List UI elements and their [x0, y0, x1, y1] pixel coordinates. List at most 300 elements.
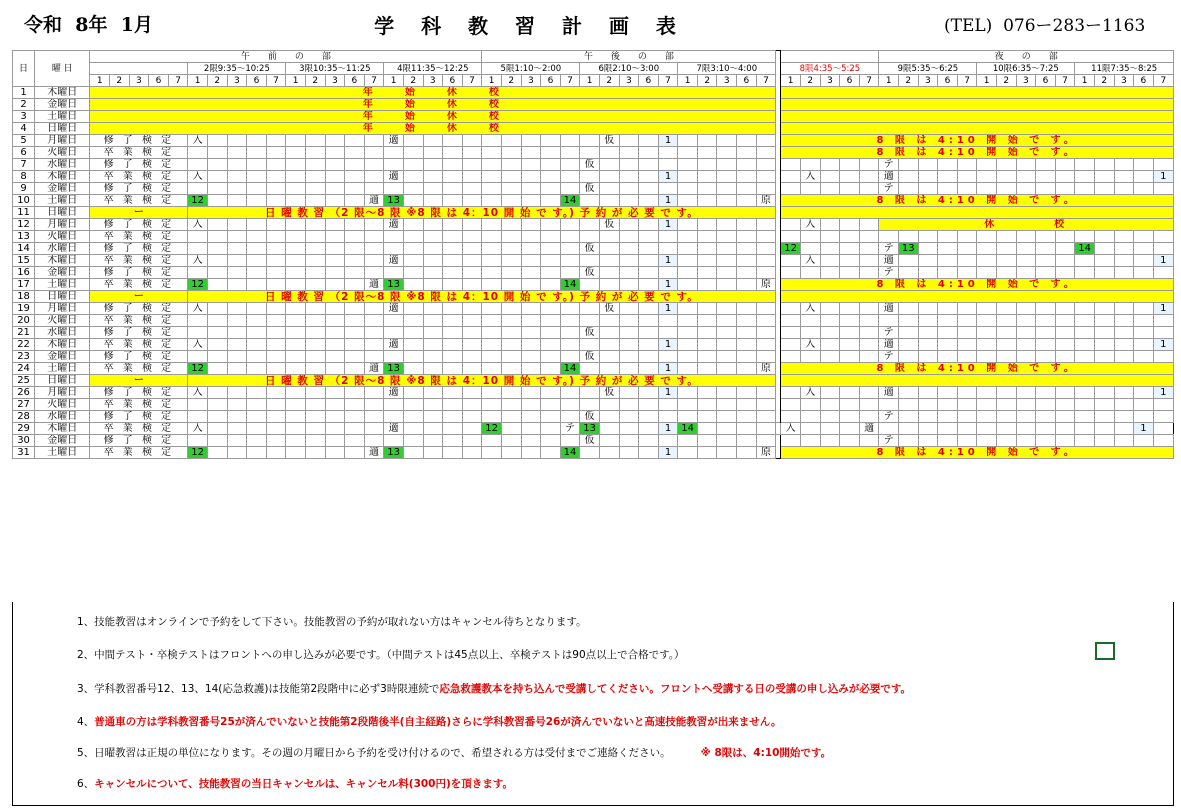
cell [820, 315, 840, 327]
cell [188, 147, 208, 159]
cell [384, 183, 404, 195]
cell [1036, 435, 1056, 447]
cell [247, 327, 267, 339]
cell [305, 183, 325, 195]
cell [560, 243, 580, 255]
cell [1075, 267, 1095, 279]
sub-col-0-2: 3 [129, 75, 149, 87]
period-header-6: 6限2:10〜3:00 [580, 63, 678, 75]
mark-ka: 仮 [580, 183, 600, 195]
cell [1114, 339, 1134, 351]
cell [639, 411, 659, 423]
cell [501, 423, 521, 435]
sunday-banner: 日 曜 教 習 （2 限〜8 限 ※8 限 は 4：10 開 始 で す。) 予 約 が 必 要 で す。 [188, 207, 776, 219]
cell [859, 411, 879, 423]
cell [737, 195, 757, 207]
table-row [13, 219, 1174, 231]
cell [737, 171, 757, 183]
cell [266, 351, 286, 363]
cell [521, 255, 541, 267]
cell [1114, 435, 1134, 447]
cell [345, 267, 365, 279]
cell [403, 363, 423, 375]
cell [286, 231, 306, 243]
cell [227, 411, 247, 423]
table-row [13, 207, 1174, 219]
cell [879, 423, 899, 435]
cell [305, 315, 325, 327]
cell [443, 423, 463, 435]
cell [957, 315, 977, 327]
cell [286, 363, 306, 375]
cell [560, 327, 580, 339]
cell [639, 351, 659, 363]
dow-cell: 土曜日 [35, 111, 90, 123]
cell [325, 435, 345, 447]
cell [717, 219, 737, 231]
cell [325, 423, 345, 435]
cell [227, 303, 247, 315]
cell [482, 411, 502, 423]
schedule-table [12, 50, 1174, 459]
cell [918, 327, 938, 339]
cell [227, 135, 247, 147]
cell [781, 411, 801, 423]
note-6-number: 6、 [77, 778, 95, 790]
cell [898, 387, 918, 399]
cell [697, 435, 717, 447]
cell [737, 387, 757, 399]
closed-banner: 年 始 休 校 [90, 99, 776, 111]
cell [737, 255, 757, 267]
day-cell: 26 [13, 387, 35, 399]
cell [443, 339, 463, 351]
cell [658, 231, 678, 243]
sub-col-5-1: 2 [599, 75, 619, 87]
cell [658, 183, 678, 195]
cell [639, 243, 659, 255]
cell [482, 363, 502, 375]
cell [207, 351, 227, 363]
cell [207, 303, 227, 315]
dow-cell: 水曜日 [35, 159, 90, 171]
cell [820, 435, 840, 447]
cell [560, 267, 580, 279]
cell [482, 435, 502, 447]
mark-one: 1 [658, 339, 678, 351]
cell [325, 243, 345, 255]
sub-col-10-1: 2 [1094, 75, 1114, 87]
cell [443, 399, 463, 411]
cell [1094, 351, 1114, 363]
cell [462, 447, 482, 459]
cell [957, 339, 977, 351]
cell [599, 399, 619, 411]
cell [898, 231, 918, 243]
cell [423, 219, 443, 231]
sub-col-8-0: 1 [879, 75, 899, 87]
cell [1134, 315, 1154, 327]
mark-teki: 適 [384, 255, 404, 267]
cell [938, 159, 958, 171]
cell [247, 339, 267, 351]
cell [1036, 255, 1056, 267]
sub-col-10-3: 6 [1134, 75, 1154, 87]
mark-teki: 適 [879, 171, 899, 183]
cell [619, 435, 639, 447]
exam-label: 卒 業 検 定 [90, 315, 188, 327]
cell [227, 447, 247, 459]
cell [345, 279, 365, 291]
closed-banner: 年 始 休 校 [90, 123, 776, 135]
mark-ka: 仮 [599, 219, 619, 231]
cell [938, 267, 958, 279]
cell [501, 171, 521, 183]
cell [599, 159, 619, 171]
cell [1094, 255, 1114, 267]
cell [599, 327, 619, 339]
cell [639, 423, 659, 435]
cell [325, 267, 345, 279]
cell [227, 435, 247, 447]
day-cell: 13 [13, 231, 35, 243]
cell [938, 435, 958, 447]
cell [678, 399, 698, 411]
cell [560, 387, 580, 399]
cell [227, 147, 247, 159]
cell [859, 303, 879, 315]
cell [305, 387, 325, 399]
cell [305, 231, 325, 243]
cell [482, 159, 502, 171]
cell [859, 339, 879, 351]
note-4 [77, 714, 781, 729]
cell [678, 303, 698, 315]
cell [286, 303, 306, 315]
mark-nyu: 入 [800, 387, 820, 399]
cell [443, 159, 463, 171]
sub-col-4-0: 1 [482, 75, 502, 87]
cell [482, 351, 502, 363]
cell [756, 339, 776, 351]
cell [305, 147, 325, 159]
cell [737, 303, 757, 315]
cell [266, 231, 286, 243]
sub-col-9-0: 1 [977, 75, 997, 87]
mark-nyu: 入 [188, 135, 208, 147]
cell [305, 279, 325, 291]
note-3-emphasis: 応急救護教本を持ち込んで受講してください。フロントへ受講する日の受講の申し込みが必要です。 [439, 683, 911, 695]
cell [443, 363, 463, 375]
cell [1055, 435, 1075, 447]
cell [1094, 267, 1114, 279]
cell [1114, 159, 1134, 171]
cell [717, 351, 737, 363]
mark-te: テ [879, 435, 899, 447]
mark-one: 1 [658, 303, 678, 315]
sub-col-3-3: 6 [443, 75, 463, 87]
cell [403, 147, 423, 159]
cell [521, 231, 541, 243]
cell [345, 255, 365, 267]
cell [325, 363, 345, 375]
cell [443, 231, 463, 243]
cell [1153, 351, 1173, 363]
day-cell: 21 [13, 327, 35, 339]
cell [938, 243, 958, 255]
cell [859, 327, 879, 339]
cell [781, 183, 801, 195]
cell [443, 435, 463, 447]
cell [501, 399, 521, 411]
cell [207, 279, 227, 291]
cell [207, 423, 227, 435]
cell [737, 267, 757, 279]
cell [879, 399, 899, 411]
cell [938, 327, 958, 339]
dow-cell: 月曜日 [35, 219, 90, 231]
cell [247, 255, 267, 267]
cell [384, 231, 404, 243]
note-5 [77, 745, 831, 760]
cell [898, 327, 918, 339]
cell [619, 171, 639, 183]
note-2: 2、中間テスト・卒検テストはフロントへの申し込みが必要です。（中間テストは45点以上、卒検テストは90点以上で合格です。） [77, 649, 685, 661]
cell [756, 243, 776, 255]
cell [859, 243, 879, 255]
cell [977, 351, 997, 363]
cell [599, 267, 619, 279]
cell [207, 219, 227, 231]
cell [462, 363, 482, 375]
cell [345, 423, 365, 435]
cell [918, 303, 938, 315]
table-row [13, 87, 1174, 99]
cell [859, 315, 879, 327]
cell [423, 387, 443, 399]
cell [521, 363, 541, 375]
cell [1075, 399, 1095, 411]
period-header-11: 11限7:35〜8:25 [1075, 63, 1174, 75]
cell [678, 231, 698, 243]
cell [977, 423, 997, 435]
cell [384, 411, 404, 423]
cell [266, 423, 286, 435]
cell [996, 231, 1016, 243]
cell [697, 219, 717, 231]
cell [658, 351, 678, 363]
cell [996, 243, 1016, 255]
cell [541, 363, 561, 375]
table-row [13, 363, 1174, 375]
cell [918, 339, 938, 351]
cell [325, 219, 345, 231]
checkbox-icon[interactable] [1095, 642, 1115, 660]
cell [384, 159, 404, 171]
cell [756, 303, 776, 315]
cell [977, 327, 997, 339]
start8-banner: 8 限 は 4:10 開 始 で す。 [781, 135, 1174, 147]
cell [501, 195, 521, 207]
cell [820, 339, 840, 351]
cell [580, 219, 600, 231]
cell [345, 231, 365, 243]
cell [443, 243, 463, 255]
cell [717, 327, 737, 339]
section-am: 午 前 の 部 [90, 51, 482, 63]
cell [462, 147, 482, 159]
cell [756, 411, 776, 423]
cell [286, 423, 306, 435]
cell [781, 159, 801, 171]
dow-cell: 日曜日 [35, 291, 90, 303]
cell [678, 159, 698, 171]
cell [697, 327, 717, 339]
cell [521, 411, 541, 423]
cell [305, 243, 325, 255]
cell [501, 363, 521, 375]
day-cell: 19 [13, 303, 35, 315]
cell [325, 255, 345, 267]
cell [938, 339, 958, 351]
cell [918, 411, 938, 423]
mark-n14: 14 [1075, 243, 1095, 255]
cell [756, 435, 776, 447]
dow-cell: 火曜日 [35, 147, 90, 159]
cell [286, 351, 306, 363]
cell [996, 183, 1016, 195]
cell [227, 171, 247, 183]
cell [207, 231, 227, 243]
cell [1153, 267, 1173, 279]
cell [482, 183, 502, 195]
cell [423, 183, 443, 195]
cell [840, 399, 860, 411]
cell [800, 267, 820, 279]
sub-col-3-4: 7 [462, 75, 482, 87]
cell [781, 255, 801, 267]
cell [840, 327, 860, 339]
cell [305, 267, 325, 279]
cell [541, 231, 561, 243]
cell [1134, 255, 1154, 267]
cell [820, 303, 840, 315]
mark-n14: 14 [560, 363, 580, 375]
cell [918, 231, 938, 243]
cell [1134, 243, 1154, 255]
cell [384, 147, 404, 159]
cell [541, 183, 561, 195]
mark-teki: 適 [384, 387, 404, 399]
cell [859, 399, 879, 411]
mark-gen: 原 [756, 363, 776, 375]
cell [443, 255, 463, 267]
cell [521, 447, 541, 459]
cell [521, 243, 541, 255]
day-cell: 17 [13, 279, 35, 291]
dow-cell: 木曜日 [35, 87, 90, 99]
cell [898, 303, 918, 315]
page-header [0, 0, 1181, 44]
cell [423, 351, 443, 363]
cell [977, 267, 997, 279]
mark-teki: 適 [364, 363, 384, 375]
mark-teki: 適 [384, 339, 404, 351]
cell [737, 315, 757, 327]
cell [619, 315, 639, 327]
cell [781, 219, 801, 231]
cell [345, 327, 365, 339]
cell [840, 231, 860, 243]
cell [977, 303, 997, 315]
sub-col-7-2: 3 [820, 75, 840, 87]
cell [898, 183, 918, 195]
cell [521, 279, 541, 291]
cell [1055, 171, 1075, 183]
exam-label: 卒 業 検 定 [90, 171, 188, 183]
cell [305, 423, 325, 435]
cell [1055, 423, 1075, 435]
cell [957, 243, 977, 255]
cell [188, 267, 208, 279]
cell [918, 243, 938, 255]
cell [1016, 315, 1036, 327]
cell [403, 183, 423, 195]
note-5-emphasis: ※ 8限は、4:10開始です。 [700, 747, 832, 759]
mark-teki: 適 [364, 195, 384, 207]
cell [717, 315, 737, 327]
cell [1036, 411, 1056, 423]
exam-label: 修 了 検 定 [90, 243, 188, 255]
cell [658, 399, 678, 411]
cell [840, 255, 860, 267]
cell [580, 399, 600, 411]
cell [820, 411, 840, 423]
col-day-header: 日 [13, 51, 35, 87]
cell [541, 303, 561, 315]
cell [266, 363, 286, 375]
mark-nyu: 入 [800, 219, 820, 231]
cell [541, 219, 561, 231]
cell [462, 279, 482, 291]
cell [977, 255, 997, 267]
cell [384, 315, 404, 327]
cell [717, 279, 737, 291]
cell [898, 159, 918, 171]
cell [1134, 303, 1154, 315]
exam-label: 修 了 検 定 [90, 387, 188, 399]
cell [207, 447, 227, 459]
cell [560, 135, 580, 147]
cell [619, 327, 639, 339]
cell [658, 411, 678, 423]
cell [1016, 255, 1036, 267]
cell [345, 303, 365, 315]
cell [1055, 351, 1075, 363]
cell [345, 399, 365, 411]
mark-teki: 適 [364, 279, 384, 291]
cell [462, 327, 482, 339]
exam-label: 修 了 検 定 [90, 159, 188, 171]
cell [639, 399, 659, 411]
sub-col-8-4: 7 [957, 75, 977, 87]
cell [501, 183, 521, 195]
cell [1094, 423, 1114, 435]
cell [423, 147, 443, 159]
cell [1153, 399, 1173, 411]
closed-banner: 年 始 休 校 [90, 111, 776, 123]
note-5-text: 5、日曜教習は正規の単位になります。その週の月曜日から予約を受け付けるので、希望される方は受付までご連絡ください。 [77, 747, 671, 759]
